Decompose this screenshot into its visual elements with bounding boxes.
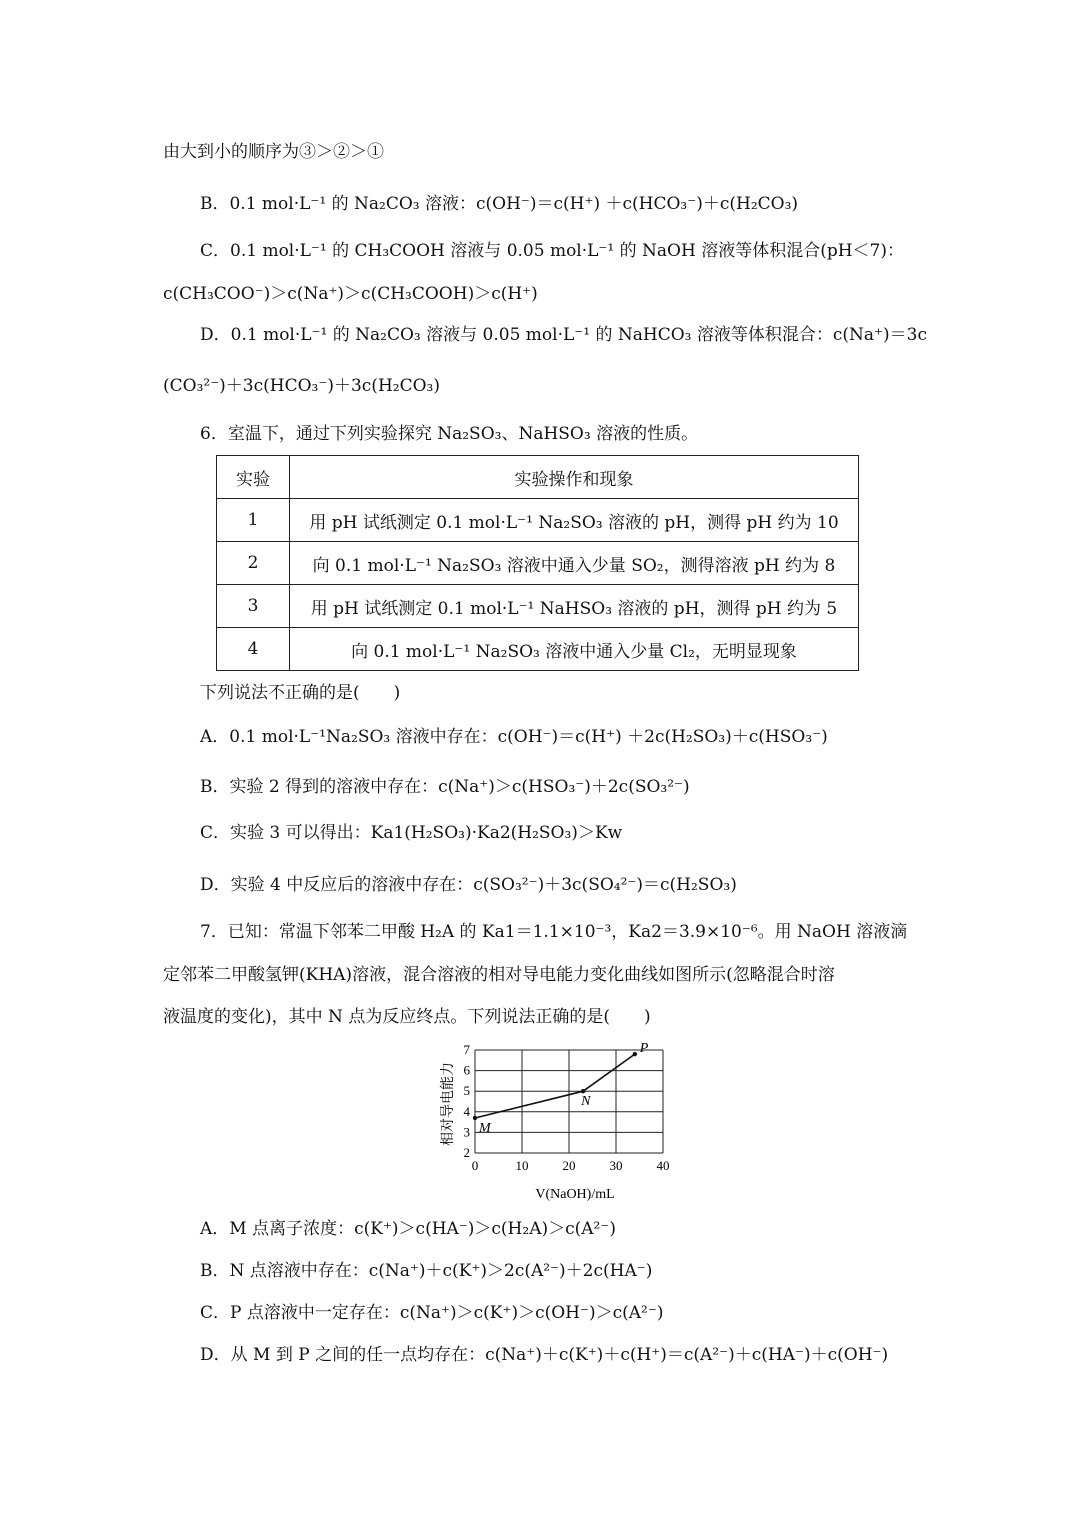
y-tick-label: 2 bbox=[463, 1145, 470, 1160]
chart-grid bbox=[475, 1050, 663, 1153]
point-label-p: P bbox=[639, 1041, 649, 1057]
option-5c: C．0.1 mol·L⁻¹ 的 CH₃COOH 溶液与 0.05 mol·L⁻¹ 的 NaOH 溶液等体积混合(pH＜7)： bbox=[200, 241, 904, 261]
x-tick-label: 30 bbox=[609, 1158, 623, 1173]
question-6-prompt: 下列说法不正确的是( ) bbox=[200, 683, 401, 703]
point-marker-p bbox=[633, 1052, 637, 1056]
y-axis-label: 相对导电能力 bbox=[441, 1062, 456, 1146]
option-7a: A．M 点离子浓度：c(K⁺)＞c(HA⁻)＞c(H₂A)＞c(A²⁻) bbox=[200, 1219, 616, 1239]
y-tick-label: 4 bbox=[463, 1103, 470, 1119]
option-5c-cont: c(CH₃COO⁻)＞c(Na⁺)＞c(CH₃COOH)＞c(H⁺) bbox=[163, 284, 538, 304]
question-7-stem: 7．已知：常温下邻苯二甲酸 H₂A 的 Ka1＝1.1×10⁻³，Ka2＝3.9×10⁻⁶。用 NaOH 溶液滴 bbox=[200, 922, 908, 942]
option-6a: A．0.1 mol·L⁻¹Na₂SO₃ 溶液中存在：c(OH⁻)＝c(H⁺) ＋2c(H₂SO₃)＋c(HSO₃⁻) bbox=[200, 727, 828, 747]
x-tick-label: 10 bbox=[515, 1158, 529, 1173]
option-6c: C．实验 3 可以得出：Ka1(H₂SO₃)·Ka2(H₂SO₃)＞Kw bbox=[200, 823, 623, 843]
table-cell: 用 pH 试纸测定 0.1 mol·L⁻¹ NaHSO₃ 溶液的 pH，测得 pH 约为 5 bbox=[290, 585, 859, 628]
table-cell: 用 pH 试纸测定 0.1 mol·L⁻¹ Na₂SO₃ 溶液的 pH，测得 pH 约为 10 bbox=[290, 499, 859, 542]
option-5b: B．0.1 mol·L⁻¹ 的 Na₂CO₃ 溶液：c(OH⁻)＝c(H⁺) ＋c(HCO₃⁻)＋c(H₂CO₃) bbox=[200, 194, 799, 214]
point-label-m: M bbox=[479, 1120, 491, 1136]
option-6d: D．实验 4 中反应后的溶液中存在：c(SO₃²⁻)＋3c(SO₄²⁻)＝c(H₂SO₃) bbox=[200, 875, 737, 895]
y-tick-label: 3 bbox=[463, 1124, 470, 1140]
x-axis-label: V(NaOH)/mL bbox=[535, 1187, 615, 1202]
table-header: 实验 bbox=[217, 456, 290, 499]
chart-series bbox=[473, 1041, 649, 1136]
table-cell: 向 0.1 mol·L⁻¹ Na₂SO₃ 溶液中通入少量 Cl₂，无明显现象 bbox=[290, 628, 859, 671]
table-row bbox=[217, 628, 859, 671]
y-tick-label: 7 bbox=[463, 1042, 470, 1057]
option-5d-cont: (CO₃²⁻)＋3c(HCO₃⁻)＋3c(H₂CO₃) bbox=[163, 376, 440, 396]
table-cell: 4 bbox=[217, 628, 290, 671]
question-7-stem-3: 液温度的变化)，其中 N 点为反应终点。下列说法正确的是( ) bbox=[163, 1007, 651, 1027]
point-marker-m bbox=[473, 1116, 477, 1120]
question-7-stem-2: 定邻苯二甲酸氢钾(KHA)溶液，混合溶液的相对导电能力变化曲线如图所示(忽略混合时溶 bbox=[163, 965, 835, 985]
table-cell: 向 0.1 mol·L⁻¹ Na₂SO₃ 溶液中通入少量 SO₂，测得溶液 pH 约为 8 bbox=[290, 542, 859, 585]
series-line bbox=[475, 1054, 635, 1118]
option-6b: B．实验 2 得到的溶液中存在：c(Na⁺)＞c(HSO₃⁻)＋2c(SO₃²⁻) bbox=[200, 777, 690, 797]
option-5d: D．0.1 mol·L⁻¹ 的 Na₂CO₃ 溶液与 0.05 mol·L⁻¹ 的 NaHCO₃ 溶液等体积混合：c(Na⁺)＝3c bbox=[200, 325, 927, 345]
table-row bbox=[217, 542, 859, 585]
table-cell: 1 bbox=[217, 499, 290, 542]
point-marker-n bbox=[581, 1089, 585, 1093]
table-row bbox=[217, 585, 859, 628]
point-label-n: N bbox=[581, 1094, 591, 1110]
x-tick-label: 0 bbox=[471, 1158, 479, 1173]
table-header: 实验操作和现象 bbox=[290, 456, 859, 499]
x-tick-label: 40 bbox=[656, 1158, 670, 1173]
experiment-table bbox=[216, 455, 859, 671]
table-row bbox=[217, 499, 859, 542]
table-header-row bbox=[217, 456, 859, 499]
option-7d: D．从 M 到 P 之间的任一点均存在：c(Na⁺)＋c(K⁺)＋c(H⁺)＝c(A²⁻)＋c(HA⁻)＋c(OH⁻) bbox=[200, 1345, 889, 1365]
table-cell: 3 bbox=[217, 585, 290, 628]
question-6-stem: 6．室温下，通过下列实验探究 Na₂SO₃、NaHSO₃ 溶液的性质。 bbox=[200, 424, 699, 444]
option-7b: B．N 点溶液中存在：c(Na⁺)＋c(K⁺)＞2c(A²⁻)＋2c(HA⁻) bbox=[200, 1261, 653, 1281]
y-tick-label: 6 bbox=[463, 1062, 470, 1078]
table-cell: 2 bbox=[217, 542, 290, 585]
option-7c: C．P 点溶液中一定存在：c(Na⁺)＞c(K⁺)＞c(OH⁻)＞c(A²⁻) bbox=[200, 1303, 664, 1323]
y-tick-label: 5 bbox=[463, 1083, 470, 1099]
text-line: 由大到小的顺序为③＞②＞① bbox=[163, 142, 384, 162]
conductivity-chart bbox=[430, 1040, 680, 1205]
x-tick-label: 20 bbox=[562, 1158, 576, 1173]
